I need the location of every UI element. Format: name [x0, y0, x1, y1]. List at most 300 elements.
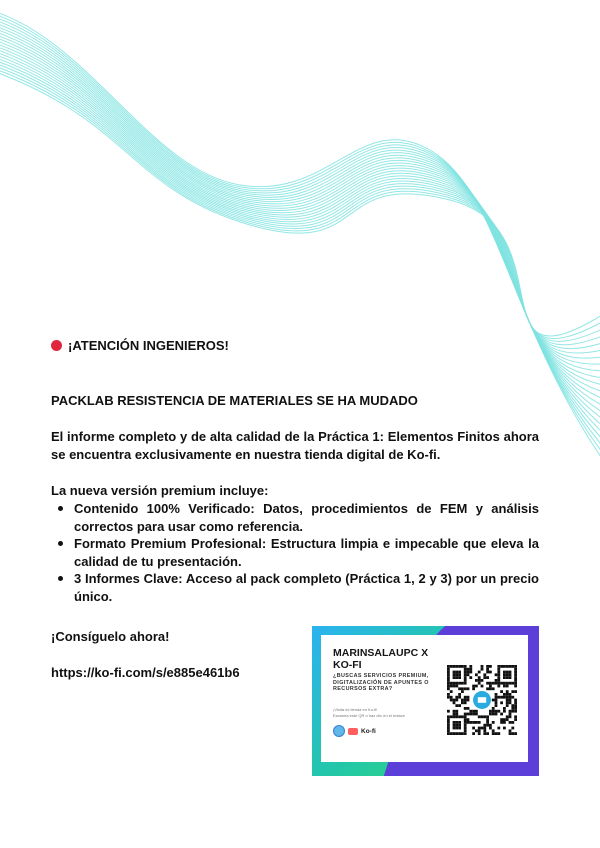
qr-module — [453, 671, 456, 674]
qr-module — [458, 721, 461, 724]
wave-line — [0, 56, 600, 353]
qr-module — [469, 713, 472, 716]
qr-module — [514, 718, 517, 721]
qr-module — [453, 721, 456, 724]
qr-module — [469, 671, 472, 674]
qr-module — [461, 665, 464, 668]
qr-module — [486, 715, 489, 718]
kofi-promo-card[interactable] — [312, 626, 539, 776]
qr-module — [450, 699, 453, 702]
qr-module — [481, 727, 484, 730]
qr-module — [467, 668, 470, 671]
qr-module — [469, 676, 472, 679]
qr-module — [455, 727, 458, 730]
qr-module — [492, 732, 495, 735]
qr-module — [509, 713, 512, 716]
qr-module — [447, 682, 450, 685]
qr-module — [467, 671, 470, 674]
qr-module — [450, 732, 453, 735]
qr-module — [500, 721, 503, 724]
qr-module — [450, 715, 453, 718]
qr-module — [447, 732, 450, 735]
qr-module — [492, 710, 495, 713]
qr-module — [458, 671, 461, 674]
qr-module — [447, 676, 450, 679]
qr-module — [495, 699, 498, 702]
qr-module — [506, 673, 509, 676]
qr-module — [511, 721, 514, 724]
qr-module — [458, 673, 461, 676]
avatar-icon — [333, 725, 345, 737]
qr-module — [469, 668, 472, 671]
qr-module — [469, 665, 472, 668]
list-item: 3 Informes Clave: Acceso al pack completo (Práctica 1, 2 y 3) por un precio único. — [51, 570, 539, 605]
qr-module — [475, 673, 478, 676]
qr-module — [500, 718, 503, 721]
qr-module — [514, 679, 517, 682]
qr-module — [486, 724, 489, 727]
qr-module — [475, 685, 478, 688]
card-note: Escanea este QR o haz clic en el enlace — [333, 713, 405, 718]
qr-module — [461, 701, 464, 704]
qr-module — [495, 696, 498, 699]
qr-module — [472, 685, 475, 688]
qr-module — [495, 693, 498, 696]
features-title: La nueva versión premium incluye: — [51, 483, 269, 498]
qr-module — [486, 671, 489, 674]
qr-module — [500, 696, 503, 699]
kofi-cup-icon — [348, 728, 358, 735]
qr-module — [486, 687, 489, 690]
qr-module — [455, 704, 458, 707]
qr-module — [506, 690, 509, 693]
qr-module — [453, 727, 456, 730]
qr-module — [506, 701, 509, 704]
qr-module — [511, 704, 514, 707]
store-link[interactable]: https://ko-fi.com/s/e885e461b6 — [51, 665, 240, 680]
qr-module — [511, 682, 514, 685]
alert-heading — [51, 337, 539, 355]
qr-module — [464, 665, 467, 668]
qr-module — [447, 679, 450, 682]
qr-module — [506, 696, 509, 699]
qr-module — [495, 710, 498, 713]
qr-module — [511, 707, 514, 710]
qr-module — [478, 729, 481, 732]
qr-module — [509, 696, 512, 699]
qr-module — [509, 671, 512, 674]
qr-module — [447, 673, 450, 676]
qr-module — [453, 699, 456, 702]
qr-module — [455, 699, 458, 702]
qr-module — [453, 713, 456, 716]
kofi-brand — [333, 725, 376, 737]
qr-module — [509, 729, 512, 732]
qr-module — [455, 673, 458, 676]
qr-module — [478, 671, 481, 674]
qr-module — [472, 687, 475, 690]
list-item: Formato Premium Profesional: Estructura limpia e impecable que eleva la calidad de tu presentación. — [51, 535, 539, 570]
qr-module — [495, 713, 498, 716]
qr-module — [495, 682, 498, 685]
qr-module — [464, 721, 467, 724]
qr-module — [478, 682, 481, 685]
qr-module — [447, 715, 450, 718]
qr-module — [464, 727, 467, 730]
qr-module — [455, 696, 458, 699]
qr-module — [514, 715, 517, 718]
qr-module — [447, 665, 450, 668]
qr-module — [492, 682, 495, 685]
qr-module — [483, 727, 486, 730]
qr-module — [497, 679, 500, 682]
qr-module — [511, 665, 514, 668]
qr-module — [464, 673, 467, 676]
qr-module — [514, 671, 517, 674]
qr-module — [472, 727, 475, 730]
qr-module — [489, 685, 492, 688]
qr-module — [489, 727, 492, 730]
qr-module — [478, 721, 481, 724]
alert-text: ¡ATENCIÓN INGENIEROS! — [68, 338, 229, 353]
wave-line — [0, 44, 600, 378]
qr-module — [514, 732, 517, 735]
qr-module — [481, 665, 484, 668]
qr-module — [509, 721, 512, 724]
qr-module — [464, 682, 467, 685]
qr-module — [464, 671, 467, 674]
brand-label: Ko-fi — [361, 727, 376, 735]
qr-module — [467, 721, 470, 724]
list-item: Contenido 100% Verificado: Datos, procedimientos de FEM y análisis correctos para usar como referencia. — [51, 500, 539, 535]
qr-module — [486, 721, 489, 724]
qr-module — [464, 701, 467, 704]
qr-module — [458, 704, 461, 707]
qr-module — [467, 707, 470, 710]
qr-module — [497, 727, 500, 730]
qr-module — [503, 710, 506, 713]
card-panel — [321, 635, 528, 762]
qr-module — [509, 732, 512, 735]
features-list — [51, 500, 539, 605]
qr-module — [464, 696, 467, 699]
qr-module — [447, 729, 450, 732]
qr-module — [509, 665, 512, 668]
qr-module — [455, 721, 458, 724]
qr-module — [458, 732, 461, 735]
qr-module — [509, 676, 512, 679]
qr-module — [509, 710, 512, 713]
qr-module — [514, 701, 517, 704]
qr-module — [509, 682, 512, 685]
qr-module — [447, 687, 450, 690]
qr-module — [469, 721, 472, 724]
qr-module — [453, 673, 456, 676]
qr-module — [500, 701, 503, 704]
qr-module — [497, 671, 500, 674]
qr-module — [458, 676, 461, 679]
qr-module — [500, 690, 503, 693]
qr-module — [464, 713, 467, 716]
qr-module — [464, 729, 467, 732]
qr-module — [450, 690, 453, 693]
qr-module — [478, 676, 481, 679]
qr-module — [503, 693, 506, 696]
qr-module — [453, 676, 456, 679]
qr-module — [464, 699, 467, 702]
qr-module — [503, 685, 506, 688]
qr-module — [475, 713, 478, 716]
qr-module — [492, 699, 495, 702]
qr-module — [500, 682, 503, 685]
qr-module — [458, 696, 461, 699]
qr-module — [464, 668, 467, 671]
qr-module — [483, 673, 486, 676]
qr-module — [464, 724, 467, 727]
qr-module — [461, 699, 464, 702]
qr-module — [511, 727, 514, 730]
qr-module — [509, 673, 512, 676]
qr-module — [486, 665, 489, 668]
qr-module — [514, 707, 517, 710]
qr-module — [447, 718, 450, 721]
qr-module — [472, 721, 475, 724]
qr-module — [447, 693, 450, 696]
qr-module — [461, 715, 464, 718]
qr-module — [453, 710, 456, 713]
qr-module — [489, 671, 492, 674]
qr-module — [503, 727, 506, 730]
qr-module — [506, 704, 509, 707]
qr-module — [506, 665, 509, 668]
qr-module — [489, 687, 492, 690]
card-title: MARINSALAUPC X KO-FI — [333, 647, 429, 671]
qr-module — [455, 682, 458, 685]
wave-line — [0, 53, 600, 358]
qr-module — [450, 682, 453, 685]
qr-module — [464, 687, 467, 690]
qr-module — [506, 685, 509, 688]
qr-module — [455, 732, 458, 735]
qr-module — [467, 699, 470, 702]
qr-module — [475, 729, 478, 732]
qr-module — [455, 710, 458, 713]
qr-module — [514, 676, 517, 679]
qr-module — [497, 665, 500, 668]
qr-module — [489, 724, 492, 727]
qr-module — [497, 676, 500, 679]
qr-module — [489, 710, 492, 713]
qr-module — [453, 682, 456, 685]
qr-code-icon[interactable] — [447, 665, 517, 735]
qr-module — [455, 724, 458, 727]
qr-module — [467, 713, 470, 716]
qr-module — [489, 713, 492, 716]
qr-module — [486, 682, 489, 685]
qr-module — [475, 710, 478, 713]
qr-module — [495, 704, 498, 707]
qr-module — [514, 668, 517, 671]
qr-module — [497, 732, 500, 735]
qr-module — [503, 673, 506, 676]
qr-module — [511, 690, 514, 693]
qr-module — [503, 721, 506, 724]
qr-module — [461, 732, 464, 735]
qr-module — [447, 668, 450, 671]
qr-module — [455, 685, 458, 688]
qr-module — [503, 707, 506, 710]
qr-module — [464, 718, 467, 721]
qr-module — [450, 685, 453, 688]
qr-module — [503, 682, 506, 685]
qr-module — [447, 685, 450, 688]
qr-module — [458, 724, 461, 727]
qr-module — [514, 673, 517, 676]
qr-module — [506, 693, 509, 696]
card-note: ¡Visita mi tienda en Ko-fi! — [333, 707, 378, 712]
qr-module — [458, 727, 461, 730]
call-to-action: ¡Consíguelo ahora! — [51, 629, 170, 644]
qr-module — [489, 682, 492, 685]
qr-module — [461, 690, 464, 693]
qr-module — [467, 673, 470, 676]
qr-module — [453, 732, 456, 735]
qr-module — [450, 696, 453, 699]
qr-module — [506, 699, 509, 702]
qr-module — [492, 721, 495, 724]
qr-module — [461, 687, 464, 690]
qr-module — [503, 665, 506, 668]
qr-module — [492, 729, 495, 732]
qr-module — [447, 727, 450, 730]
qr-module — [497, 696, 500, 699]
qr-module — [514, 690, 517, 693]
qr-module — [486, 718, 489, 721]
qr-module — [478, 715, 481, 718]
qr-module — [458, 693, 461, 696]
qr-module — [497, 668, 500, 671]
qr-module — [458, 715, 461, 718]
qr-module — [461, 682, 464, 685]
intro-paragraph: El informe completo y de alta calidad de la Práctica 1: Elementos Finitos ahora se encuentra exclusivamente en nuestra tienda digital de Ko-fi. — [51, 429, 539, 462]
qr-module — [509, 701, 512, 704]
qr-module — [486, 668, 489, 671]
qr-module — [495, 679, 498, 682]
qr-module — [478, 727, 481, 730]
qr-module — [467, 687, 470, 690]
qr-module — [514, 704, 517, 707]
qr-module — [475, 679, 478, 682]
qr-module — [483, 724, 486, 727]
qr-module — [503, 696, 506, 699]
qr-module — [514, 710, 517, 713]
qr-module — [497, 685, 500, 688]
qr-module — [455, 715, 458, 718]
qr-module — [503, 671, 506, 674]
qr-module — [506, 718, 509, 721]
qr-module — [458, 687, 461, 690]
qr-module — [447, 724, 450, 727]
qr-module — [464, 676, 467, 679]
qr-module — [486, 676, 489, 679]
wave-line — [0, 67, 600, 338]
card-subtitle: ¿BUSCAS SERVICIOS PREMIUM, DIGITALIZACIÓN DE APUNTES O RECURSOS EXTRA? — [333, 673, 429, 693]
qr-module — [511, 732, 514, 735]
qr-module — [511, 710, 514, 713]
qr-module — [478, 679, 481, 682]
qr-module — [506, 676, 509, 679]
qr-module — [455, 665, 458, 668]
qr-module — [497, 673, 500, 676]
qr-module — [483, 729, 486, 732]
qr-module — [511, 696, 514, 699]
qr-module — [453, 701, 456, 704]
qr-module — [503, 676, 506, 679]
qr-module — [472, 732, 475, 735]
qr-module — [453, 724, 456, 727]
qr-module — [486, 732, 489, 735]
qr-module — [467, 696, 470, 699]
qr-module — [506, 671, 509, 674]
qr-module — [514, 665, 517, 668]
qr-module — [483, 732, 486, 735]
qr-module — [495, 701, 498, 704]
qr-module — [492, 713, 495, 716]
qr-module — [481, 679, 484, 682]
qr-module — [472, 710, 475, 713]
qr-module — [458, 682, 461, 685]
qr-module — [478, 732, 481, 735]
cup-icon — [478, 697, 486, 703]
qr-module — [453, 715, 456, 718]
qr-module — [509, 693, 512, 696]
qr-module — [483, 676, 486, 679]
qr-module — [467, 718, 470, 721]
qr-module — [500, 713, 503, 716]
qr-module — [447, 696, 450, 699]
qr-module — [447, 671, 450, 674]
wave-line — [0, 70, 600, 336]
qr-module — [509, 699, 512, 702]
qr-module — [509, 715, 512, 718]
qr-module — [506, 682, 509, 685]
qr-module — [492, 687, 495, 690]
qr-module — [514, 682, 517, 685]
qr-module — [489, 665, 492, 668]
qr-module — [492, 707, 495, 710]
qr-module — [472, 713, 475, 716]
qr-module — [464, 707, 467, 710]
qr-module — [455, 671, 458, 674]
qr-module — [497, 682, 500, 685]
qr-module — [469, 710, 472, 713]
qr-module — [464, 679, 467, 682]
qr-module — [497, 710, 500, 713]
red-circle-icon — [51, 340, 62, 351]
headline: PACKLAB RESISTENCIA DE MATERIALES SE HA MUDADO — [51, 393, 418, 408]
qr-module — [455, 713, 458, 716]
qr-module — [455, 676, 458, 679]
qr-module — [483, 715, 486, 718]
qr-module — [506, 715, 509, 718]
qr-module — [453, 665, 456, 668]
qr-module — [514, 699, 517, 702]
qr-module — [464, 732, 467, 735]
qr-module — [475, 721, 478, 724]
qr-module — [453, 685, 456, 688]
qr-module — [481, 715, 484, 718]
qr-module — [500, 665, 503, 668]
